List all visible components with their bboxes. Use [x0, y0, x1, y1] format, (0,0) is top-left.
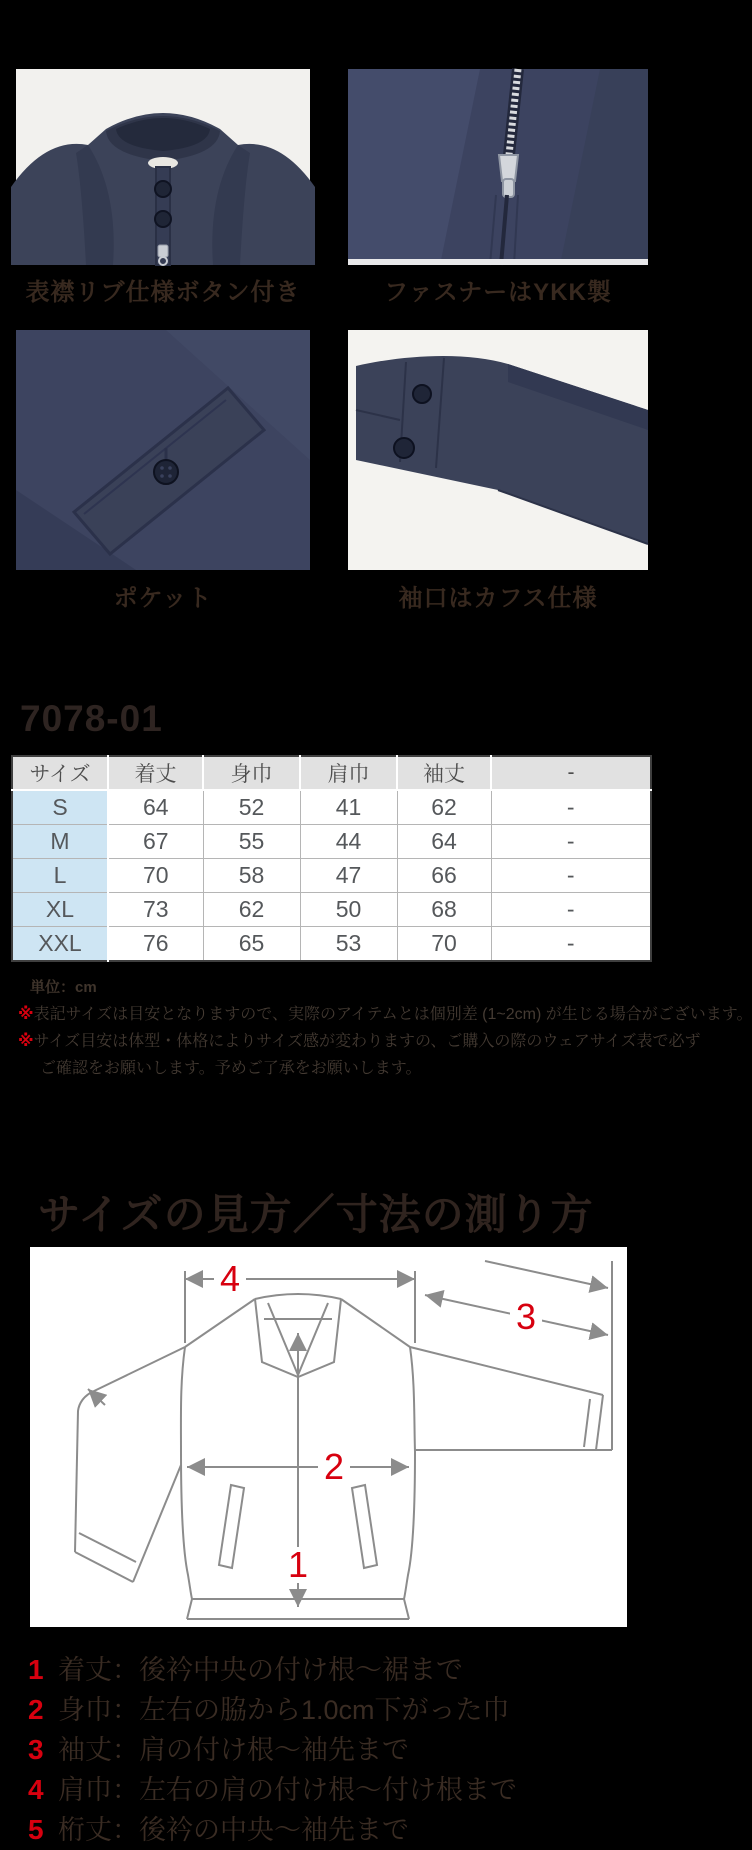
col-header-sleeve-length: 袖丈 — [397, 756, 491, 790]
size-cell: XXL — [12, 927, 108, 962]
value-cell: 70 — [397, 927, 491, 962]
col-header-blank: - — [491, 756, 651, 790]
note-asterisk-mark: ※ — [18, 1033, 34, 1050]
value-cell: 52 — [203, 790, 300, 825]
pocket-photo-illustration — [16, 330, 310, 570]
table-row — [12, 927, 651, 962]
size-cell: M — [12, 825, 108, 859]
size-cell: L — [12, 859, 108, 893]
legend-label: 桁丈：後衿の中央～袖先まで — [58, 1815, 409, 1845]
legend-item — [28, 1808, 638, 1845]
cuff-photo — [348, 330, 648, 570]
value-cell: 58 — [203, 859, 300, 893]
zipper-photo-illustration — [348, 69, 648, 265]
collar-photo-illustration — [16, 69, 310, 265]
value-cell: 55 — [203, 825, 300, 859]
product-code-title: 7078-01 — [20, 698, 163, 739]
legend-number: 5 — [28, 1814, 44, 1845]
collar-caption: 表襟リブ仕様ボタン付き — [25, 279, 301, 306]
table-row — [12, 825, 651, 859]
table-row — [12, 790, 651, 825]
value-cell: - — [491, 859, 651, 893]
size-note-2-continued: ご確認をお願いします。予めご了承をお願いします。 — [40, 1060, 422, 1077]
zipper-caption: ファスナーはYKK製 — [384, 279, 612, 306]
value-cell: 76 — [108, 927, 203, 962]
legend-number: 1 — [28, 1654, 44, 1685]
size-table — [11, 755, 652, 962]
legend-label: 身巾：左右の脇から1.0cm下がった巾 — [58, 1695, 510, 1725]
measure-section-heading: サイズの見方／寸法の測り方 — [38, 1191, 594, 1238]
pocket-caption: ポケット — [113, 585, 213, 612]
legend-number: 2 — [28, 1694, 44, 1725]
value-cell: - — [491, 825, 651, 859]
value-cell: - — [491, 790, 651, 825]
value-cell: 47 — [300, 859, 397, 893]
col-header-size: サイズ — [12, 756, 108, 790]
cuff-photo-illustration — [348, 330, 648, 570]
legend-number: 3 — [28, 1734, 44, 1765]
value-cell: 73 — [108, 893, 203, 927]
measurement-legend — [28, 1648, 638, 1845]
col-header-body-width: 身巾 — [203, 756, 300, 790]
value-cell: 66 — [397, 859, 491, 893]
table-row — [12, 859, 651, 893]
diagram-label-sleeve: 3 — [515, 1296, 537, 1337]
size-table-header-row — [12, 756, 651, 790]
pocket-photo — [16, 330, 310, 570]
value-cell: 62 — [397, 790, 491, 825]
value-cell: 44 — [300, 825, 397, 859]
legend-item — [28, 1688, 638, 1725]
value-cell: 50 — [300, 893, 397, 927]
value-cell: 41 — [300, 790, 397, 825]
legend-label: 袖丈：肩の付け根～袖先まで — [58, 1735, 409, 1765]
jacket-measurement-illustration — [30, 1247, 627, 1627]
measurement-diagram — [30, 1247, 627, 1627]
col-header-shoulder-width: 肩巾 — [300, 756, 397, 790]
value-cell: - — [491, 893, 651, 927]
size-note-2 — [18, 1028, 701, 1051]
col-header-body-length: 着丈 — [108, 756, 203, 790]
value-cell: 65 — [203, 927, 300, 962]
diagram-label-length: 1 — [287, 1544, 309, 1585]
size-note-1-text: 表記サイズは目安となりますので、実際のアイテムとは個別差 (1~2cm) が生じる場合がございます。 — [33, 1006, 752, 1023]
diagram-label-shoulder: 4 — [219, 1258, 241, 1299]
value-cell: 68 — [397, 893, 491, 927]
note-asterisk-mark: ※ — [18, 1006, 34, 1023]
value-cell: 64 — [397, 825, 491, 859]
size-cell: XL — [12, 893, 108, 927]
cuff-caption: 袖口はカフス仕様 — [398, 585, 598, 612]
value-cell: 67 — [108, 825, 203, 859]
value-cell: 64 — [108, 790, 203, 825]
value-cell: 62 — [203, 893, 300, 927]
legend-label: 肩巾：左右の肩の付け根～付け根まで — [58, 1775, 517, 1805]
zipper-photo — [348, 69, 648, 265]
size-cell: S — [12, 790, 108, 825]
size-note-1 — [18, 1001, 752, 1024]
value-cell: 70 — [108, 859, 203, 893]
legend-item — [28, 1768, 638, 1805]
size-note-2-text: サイズ目安は体型・体格によりサイズ感が変わりますの、ご購入の際のウェアサイズ表で必ず — [33, 1033, 701, 1050]
table-row — [12, 893, 651, 927]
legend-item — [28, 1648, 638, 1685]
legend-label: 着丈：後衿中央の付け根～裾まで — [58, 1655, 463, 1685]
unit-note: 単位：cm — [30, 979, 97, 996]
collar-photo — [16, 69, 310, 265]
diagram-label-width: 2 — [323, 1446, 345, 1487]
value-cell: - — [491, 927, 651, 962]
value-cell: 53 — [300, 927, 397, 962]
legend-item — [28, 1728, 638, 1765]
legend-number: 4 — [28, 1774, 44, 1805]
